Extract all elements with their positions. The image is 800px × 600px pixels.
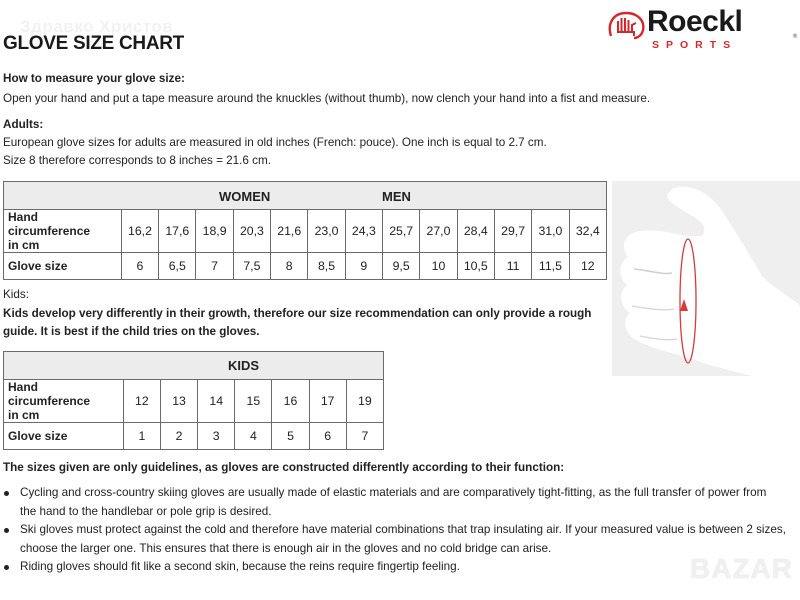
row-label-circumference: Hand circumference in cm [4, 210, 122, 253]
size-cell: 5 [272, 423, 309, 450]
page-title: GLOVE SIZE CHART [3, 33, 184, 54]
row-label-glove-size: Glove size [4, 253, 122, 280]
size-cell: 11,5 [532, 253, 569, 280]
circumference-cell: 20,3 [233, 210, 270, 253]
size-cell: 3 [198, 423, 235, 450]
circumference-cell: 27,0 [420, 210, 457, 253]
circumference-cell: 17 [309, 380, 346, 423]
kids-table-header-row [4, 352, 384, 380]
size-cell: 7 [346, 423, 383, 450]
size-cell: 7 [196, 253, 233, 280]
circumference-cell: 16,2 [121, 210, 158, 253]
size-cell: 4 [235, 423, 272, 450]
kids-header: KIDS [4, 352, 384, 380]
size-cell: 2 [160, 423, 197, 450]
circumference-cell: 16 [272, 380, 309, 423]
row-label-circumference: Hand circumference in cm [4, 380, 124, 423]
circumference-cell: 17,6 [159, 210, 196, 253]
size-cell: 10 [420, 253, 457, 280]
circumference-cell: 19 [346, 380, 383, 423]
measure-heading: How to measure your glove size: [3, 72, 185, 85]
table-row [4, 423, 384, 450]
adults-table-header-row [4, 182, 607, 210]
hand-icon [612, 181, 800, 376]
circumference-cell: 13 [160, 380, 197, 423]
list-item: Riding gloves should fit like a second skin, because the reins require fingertip feeling. [0, 558, 800, 577]
table-row [4, 210, 607, 253]
watermark-bazar: BAZAR [690, 553, 793, 584]
row-label-glove-size: Glove size [4, 423, 124, 450]
size-cell: 9,5 [383, 253, 420, 280]
measure-text: Open your hand and put a tape measure around the knuckles (without thumb), now clench your hand into a fist and measure. [3, 92, 651, 105]
circumference-cell: 25,7 [383, 210, 420, 253]
table-row [4, 380, 384, 423]
kids-heading: Kids: [3, 288, 29, 301]
circumference-cell: 18,9 [196, 210, 233, 253]
hand-logo-icon [607, 10, 649, 42]
list-item: Ski gloves must protect against the cold and therefore have material combinations that trap insulating air. If your measured value is between 2 sizes, choose the larger one. This ensures that there is enough air in the gloves and no cold bridge can arise. [0, 521, 800, 558]
adults-text-1: European glove sizes for adults are measured in old inches (French: pouce). One inch is equal to 2.7 cm. [3, 136, 547, 149]
bullet-icon [4, 565, 9, 570]
list-item: Cycling and cross-country skiing gloves are usually made of elastic materials and are comparatively tight-fitting, as the full transfer of power from the hand to the handlebar or pole grip is desired. [0, 484, 800, 521]
kids-text-1: Kids develop very differently in their growth, therefore our size recommendation can only provide a rough [3, 307, 592, 320]
watermark-author: Здравко Христов [20, 17, 174, 36]
bullet-icon [4, 491, 9, 496]
size-cell: 8 [271, 253, 308, 280]
adults-text-2: Size 8 therefore corresponds to 8 inches = 21.6 cm. [3, 154, 271, 167]
size-cell: 1 [123, 423, 160, 450]
circumference-cell: 23,0 [308, 210, 345, 253]
brand-name: Roeckl [647, 5, 743, 38]
brand-logo [607, 5, 800, 56]
adults-heading: Adults: [3, 118, 44, 131]
kids-size-table [3, 351, 384, 450]
size-cell: 6,5 [159, 253, 196, 280]
brand-tagline: SPORTS [652, 39, 738, 51]
circumference-cell: 28,4 [457, 210, 494, 253]
women-header: WOMEN [219, 189, 271, 204]
guidelines-list [0, 484, 800, 577]
size-cell: 10,5 [457, 253, 494, 280]
kids-text-2: guide. It is best if the child tries on the gloves. [3, 325, 260, 338]
hand-measure-illustration [612, 181, 800, 376]
circumference-cell: 15 [235, 380, 272, 423]
size-cell: 9 [345, 253, 382, 280]
circumference-cell: 12 [123, 380, 160, 423]
table-row [4, 253, 607, 280]
registered-mark: ® [792, 33, 798, 40]
circumference-cell: 14 [198, 380, 235, 423]
circumference-cell: 21,6 [271, 210, 308, 253]
size-cell: 6 [309, 423, 346, 450]
circumference-cell: 24,3 [345, 210, 382, 253]
men-header: MEN [382, 189, 411, 204]
guidelines-heading: The sizes given are only guidelines, as gloves are constructed differently according to their function: [3, 461, 565, 474]
size-cell: 6 [121, 253, 158, 280]
size-cell: 12 [569, 253, 606, 280]
size-cell: 11 [494, 253, 531, 280]
bullet-icon [4, 528, 9, 533]
adults-size-table [3, 181, 607, 280]
circumference-cell: 32,4 [569, 210, 606, 253]
circumference-cell: 29,7 [494, 210, 531, 253]
circumference-cell: 31,0 [532, 210, 569, 253]
size-cell: 8,5 [308, 253, 345, 280]
size-cell: 7,5 [233, 253, 270, 280]
